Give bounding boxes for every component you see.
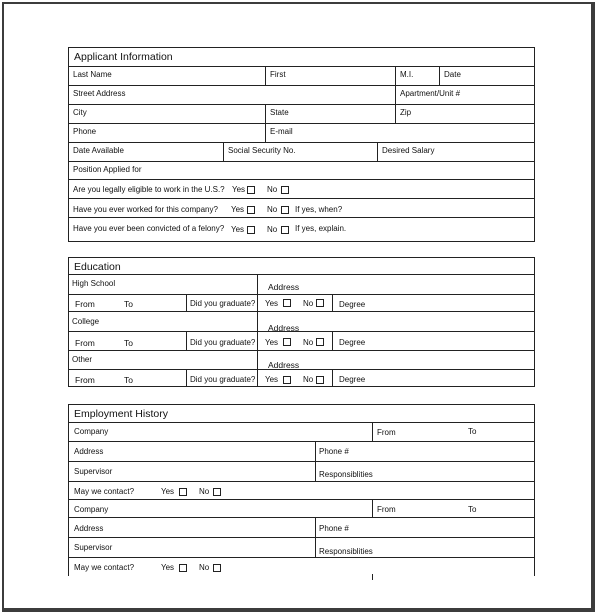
employer1-to-label: To xyxy=(468,427,477,436)
high-school-label: High School xyxy=(72,279,116,288)
other-dates-row xyxy=(69,369,534,387)
first-name-field[interactable] xyxy=(265,67,395,86)
hs-from-label: From xyxy=(75,299,95,309)
name-row xyxy=(69,66,534,86)
position-row xyxy=(69,161,534,180)
employer1-address-label: Address xyxy=(74,447,104,456)
eligible-row xyxy=(69,179,534,199)
employer2-address-label: Address xyxy=(74,524,104,533)
employer1-contact-row xyxy=(69,481,534,500)
college-yes-label: Yes xyxy=(265,338,279,347)
college-label: College xyxy=(72,317,100,326)
phone-label: Phone xyxy=(73,127,97,136)
other-graduate-label: Did you graduate? xyxy=(190,375,256,384)
eligible-yes-checkbox[interactable] xyxy=(247,186,255,194)
divider xyxy=(315,518,316,538)
employer1-contact-label: May we contact? xyxy=(74,487,135,496)
employer2-company-label: Company xyxy=(74,505,109,514)
employer2-responsibilities-label: Responsiblities xyxy=(319,547,373,556)
phone-field[interactable] xyxy=(69,124,265,143)
date-label: Date xyxy=(444,70,461,79)
college-degree-label: Degree xyxy=(339,338,366,347)
high-school-dates-row xyxy=(69,294,534,312)
other-yes-checkbox[interactable] xyxy=(283,376,291,384)
employer2-no-label: No xyxy=(199,563,210,572)
employment-history-section xyxy=(68,404,535,576)
date-field[interactable] xyxy=(439,67,534,86)
employer2-company-row xyxy=(69,499,534,518)
divider xyxy=(315,538,316,558)
employer2-supervisor-row xyxy=(69,537,534,558)
employer1-from-label: From xyxy=(377,428,396,437)
applicant-information-section xyxy=(68,47,535,242)
divider xyxy=(315,442,316,462)
employer1-company-label: Company xyxy=(74,427,109,436)
other-yes-label: Yes xyxy=(265,375,279,384)
other-row xyxy=(69,350,534,370)
college-to-label: To xyxy=(124,338,133,348)
employer1-no-checkbox[interactable] xyxy=(213,488,221,496)
convicted-yes-checkbox[interactable] xyxy=(247,226,255,234)
divider xyxy=(372,574,373,580)
college-row xyxy=(69,311,534,332)
street-address-label: Street Address xyxy=(73,89,126,98)
city-label: City xyxy=(73,108,87,117)
mi-label: M.I. xyxy=(400,70,414,79)
divider xyxy=(257,312,258,332)
convicted-yes-label: Yes xyxy=(231,225,245,234)
college-graduate-label: Did you graduate? xyxy=(190,338,256,347)
college-no-checkbox[interactable] xyxy=(316,338,324,346)
last-name-label: Last Name xyxy=(73,70,112,79)
ssn-label: Social Security No. xyxy=(228,146,296,155)
eligible-no-checkbox[interactable] xyxy=(281,186,289,194)
worked-row xyxy=(69,198,534,218)
other-from-label: From xyxy=(75,375,95,385)
hs-no-checkbox[interactable] xyxy=(316,299,324,307)
divider xyxy=(332,295,333,312)
divider xyxy=(257,370,258,387)
city-row xyxy=(69,104,534,124)
high-school-address-label: Address xyxy=(268,282,300,292)
hs-yes-checkbox[interactable] xyxy=(283,299,291,307)
employer1-responsibilities-label: Responsiblities xyxy=(319,470,373,479)
employer2-yes-label: Yes xyxy=(161,563,175,572)
divider xyxy=(372,500,373,518)
divider xyxy=(257,295,258,312)
divider xyxy=(257,332,258,351)
eligible-question: Are you legally eligible to work in the U.S.? xyxy=(73,185,225,194)
ssn-field[interactable] xyxy=(223,143,377,162)
email-label: E-mail xyxy=(270,127,293,136)
eligible-no-label: No xyxy=(267,185,278,194)
employer1-no-label: No xyxy=(199,487,210,496)
divider xyxy=(332,370,333,387)
college-dates-row xyxy=(69,331,534,351)
divider xyxy=(186,295,187,312)
street-address-field[interactable] xyxy=(69,86,395,105)
employer2-from-label: From xyxy=(377,505,396,514)
first-name-label: First xyxy=(270,70,286,79)
hs-graduate-label: Did you graduate? xyxy=(190,299,256,308)
section-title: Applicant Information xyxy=(74,51,173,63)
college-yes-checkbox[interactable] xyxy=(283,338,291,346)
desired-salary-label: Desired Salary xyxy=(382,146,435,155)
divider xyxy=(186,332,187,351)
employer1-company-row xyxy=(69,422,534,442)
education-section xyxy=(68,257,535,387)
employer2-phone-label: Phone # xyxy=(319,524,349,533)
worked-question: Have you ever worked for this company? xyxy=(73,205,218,214)
college-address-label: Address xyxy=(268,323,300,333)
other-no-label: No xyxy=(303,375,314,384)
hs-no-label: No xyxy=(303,299,314,308)
other-address-label: Address xyxy=(268,360,300,370)
state-label: State xyxy=(270,108,289,117)
employer2-contact-row xyxy=(69,557,534,578)
last-name-field[interactable] xyxy=(69,67,265,86)
convicted-question: Have you ever been convicted of a felony? xyxy=(73,224,225,233)
convicted-if-yes-explain: If yes, explain. xyxy=(295,224,347,233)
convicted-row xyxy=(69,217,534,242)
section-title: Education xyxy=(74,261,121,273)
convicted-no-checkbox[interactable] xyxy=(281,226,289,234)
worked-if-yes-when: If yes, when? xyxy=(295,205,343,214)
apartment-field[interactable] xyxy=(395,86,534,105)
employer2-supervisor-label: Supervisor xyxy=(74,543,113,552)
worked-no-checkbox[interactable] xyxy=(281,206,289,214)
employer2-contact-label: May we contact? xyxy=(74,563,135,572)
employer1-address-row xyxy=(69,441,534,462)
employer2-address-row xyxy=(69,517,534,538)
other-no-checkbox[interactable] xyxy=(316,376,324,384)
employer1-supervisor-row xyxy=(69,461,534,482)
worked-yes-label: Yes xyxy=(231,205,245,214)
high-school-row xyxy=(69,274,534,295)
hs-to-label: To xyxy=(124,299,133,309)
email-field[interactable] xyxy=(265,124,534,143)
employer2-no-checkbox[interactable] xyxy=(213,564,221,572)
city-field[interactable] xyxy=(69,105,265,124)
worked-no-label: No xyxy=(267,205,278,214)
divider xyxy=(257,351,258,370)
college-from-label: From xyxy=(75,338,95,348)
employer2-to-label: To xyxy=(468,505,477,514)
other-degree-label: Degree xyxy=(339,375,366,384)
zip-field[interactable] xyxy=(395,105,534,124)
state-field[interactable] xyxy=(265,105,395,124)
availability-row xyxy=(69,142,534,162)
college-no-label: No xyxy=(303,338,314,347)
hs-yes-label: Yes xyxy=(265,299,279,308)
divider xyxy=(186,370,187,387)
date-available-label: Date Available xyxy=(73,146,124,155)
position-label: Position Applied for xyxy=(73,165,142,174)
street-row xyxy=(69,85,534,105)
phone-row xyxy=(69,123,534,143)
mi-field[interactable] xyxy=(395,67,439,86)
hs-degree-label: Degree xyxy=(339,300,366,309)
desired-salary-field[interactable] xyxy=(377,143,534,162)
zip-label: Zip xyxy=(400,108,412,117)
other-label: Other xyxy=(72,355,93,364)
apartment-label: Apartment/Unit # xyxy=(400,89,461,98)
employer1-supervisor-label: Supervisor xyxy=(74,467,113,476)
position-field[interactable] xyxy=(69,162,534,180)
employer1-phone-label: Phone # xyxy=(319,447,349,456)
divider xyxy=(315,462,316,482)
divider xyxy=(372,423,373,442)
divider xyxy=(332,332,333,351)
section-title: Employment History xyxy=(74,408,168,420)
date-available-field[interactable] xyxy=(69,143,223,162)
convicted-no-label: No xyxy=(267,225,278,234)
employer1-yes-label: Yes xyxy=(161,487,175,496)
worked-yes-checkbox[interactable] xyxy=(247,206,255,214)
divider xyxy=(257,275,258,295)
other-to-label: To xyxy=(124,375,133,385)
eligible-yes-label: Yes xyxy=(232,185,246,194)
employer1-yes-checkbox[interactable] xyxy=(179,488,187,496)
employer2-yes-checkbox[interactable] xyxy=(179,564,187,572)
